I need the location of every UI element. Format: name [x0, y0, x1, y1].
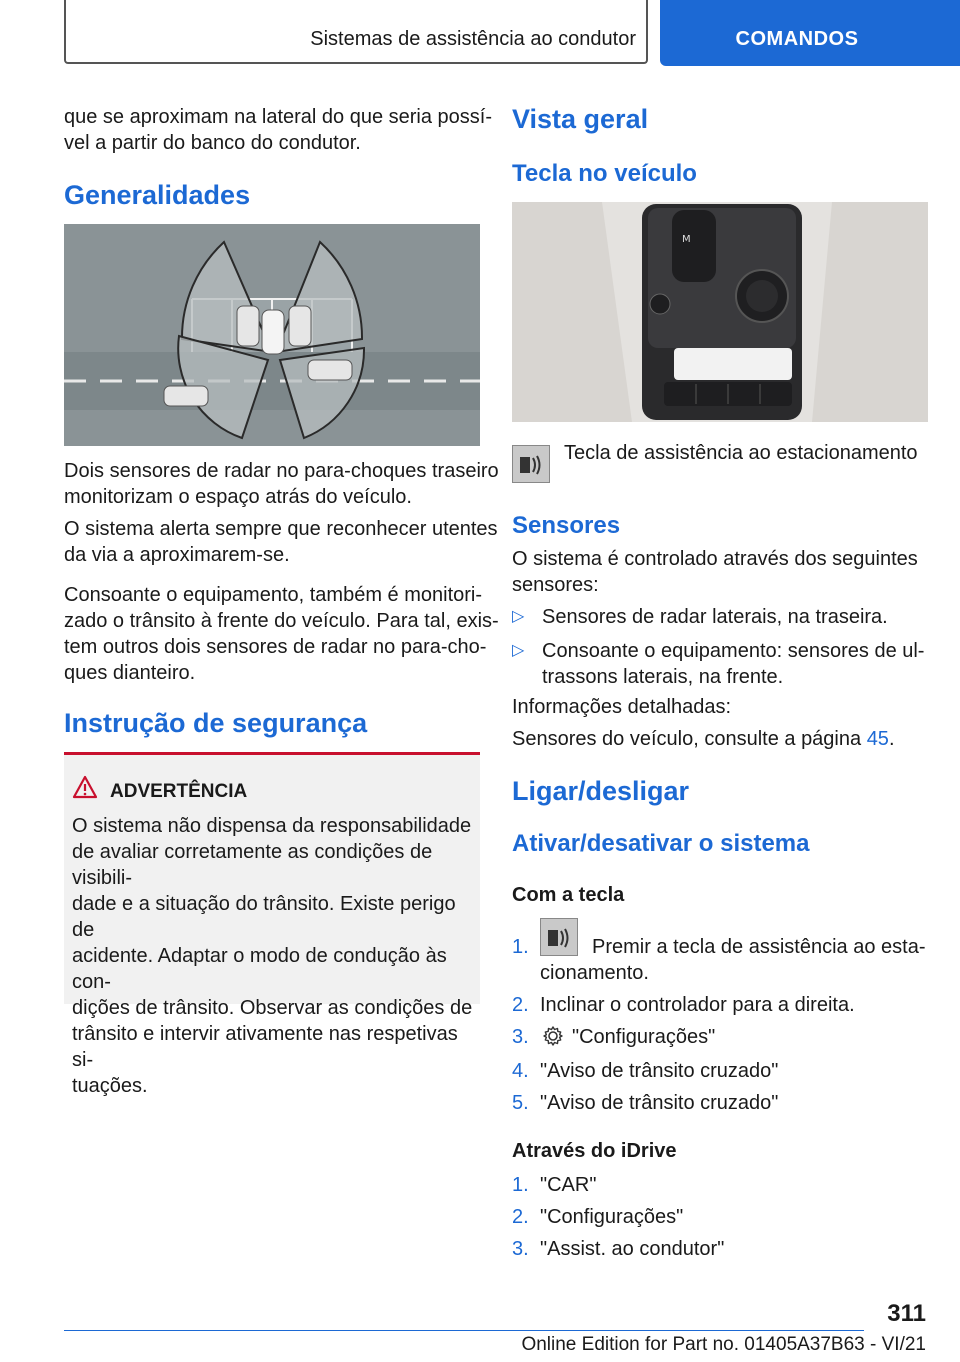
step-item [512, 1024, 529, 1050]
page-number: 311 [887, 1300, 926, 1327]
text-line: trassons laterais, na frente. [542, 666, 784, 688]
step-text: "Assist. ao condutor" [540, 1238, 725, 1260]
heading-ligar: Ligar/desligar [512, 776, 690, 806]
heading-seguranca: Instrução de segurança [64, 708, 368, 738]
header-tab-comandos[interactable] [660, 0, 960, 66]
text-line: vel a partir do banco do condutor. [64, 132, 361, 154]
intro-text [64, 104, 492, 156]
parking-assist-button-icon [540, 918, 578, 956]
text-line: Sensores de radar laterais, na traseira. [542, 606, 888, 628]
heading-ativar: Ativar/desativar o sistema [512, 830, 810, 857]
paragraph-3 [64, 582, 499, 686]
step-number: 4. [512, 1060, 529, 1082]
step-text: "Aviso de trânsito cruzado" [540, 1092, 779, 1114]
console-photo-svg [512, 202, 928, 422]
text-line: que se aproximam na lateral do que seria possí- [64, 106, 493, 128]
step-item [512, 1090, 529, 1116]
warning-box [64, 752, 480, 1097]
text-line: de avaliar corretamente as condições de visibili- [72, 841, 433, 889]
heading-sensores: Sensores [512, 512, 621, 539]
step-item [512, 992, 529, 1018]
text-line: Dois sensores de radar no para-choques traseiro [64, 460, 499, 482]
step-text: "CAR" [540, 1174, 597, 1196]
warning-text [72, 813, 480, 1099]
console-photo [512, 202, 928, 422]
list-item [512, 604, 932, 630]
sensores-list [512, 604, 932, 690]
heading-com-tecla: Com a tecla [512, 884, 625, 906]
triangle-bullet-icon: ▷ [512, 642, 525, 659]
text-line: zado o trânsito à frente do veículo. Para tal, exis- [64, 610, 499, 632]
tecla-caption: Tecla de assistência ao estacionamento [564, 442, 918, 464]
step-item [512, 1058, 529, 1084]
info-reference [512, 726, 895, 752]
step-number: 1. [512, 1174, 529, 1196]
info-text: Sensores do veículo, consulte a página [512, 728, 867, 750]
heading-idrive: Através do iDrive [512, 1140, 677, 1162]
step-number: 3. [512, 1026, 529, 1048]
text-line: Consoante o equipamento: sensores de ul- [542, 640, 925, 662]
step-number: 5. [512, 1092, 529, 1114]
page-link[interactable]: 45 [866, 728, 889, 750]
warning-title: ADVERTÊNCIA [110, 781, 248, 802]
step-text: "Configurações" [540, 1206, 684, 1228]
info-label: Informações detalhadas: [512, 696, 732, 718]
radar-diagram-svg [64, 224, 480, 446]
text-line: dade e a situação do trânsito. Existe perigo de [72, 893, 456, 941]
idrive-step [512, 1172, 529, 1198]
footer-edition: Online Edition for Part no. 01405A37B63 - VI/21 [521, 1334, 926, 1355]
step-text: cionamento. [540, 962, 649, 984]
idrive-step [512, 1236, 529, 1262]
idrive-step [512, 1204, 529, 1230]
heading-tecla: Tecla no veículo [512, 160, 697, 187]
text-line: tem outros dois sensores de radar no para-cho- [64, 636, 487, 658]
text-line: trânsito e intervir ativamente nas respetivas si- [72, 1023, 458, 1071]
text-line: tuações. [72, 1075, 148, 1097]
text-line: monitorizam o espaço atrás do veículo. [64, 486, 412, 508]
footer-divider [64, 1330, 864, 1331]
step-number: 2. [512, 994, 529, 1016]
text-line: acidente. Adaptar o modo de condução às con- [72, 945, 447, 993]
step-number: 1. [512, 936, 529, 958]
header-section-title: Sistemas de assistência ao condutor [310, 28, 636, 50]
heading-generalidades: Generalidades [64, 180, 251, 210]
step-number: 2. [512, 1206, 529, 1228]
text-line: O sistema é controlado através dos seguintes [512, 548, 918, 570]
step-number: 3. [512, 1238, 529, 1260]
text-line: da via a aproximarem-se. [64, 544, 290, 566]
text-line: Consoante o equipamento, também é monitori- [64, 584, 483, 606]
list-item [512, 638, 932, 690]
parking-assist-button-icon [512, 445, 550, 483]
warning-triangle-icon [72, 775, 98, 799]
triangle-bullet-icon: ▷ [512, 608, 525, 625]
step-text: "Configurações" [572, 1026, 716, 1048]
text-line: sensores: [512, 574, 599, 596]
header-tab-label: COMANDOS [735, 28, 859, 50]
step-text: "Aviso de trânsito cruzado" [540, 1060, 779, 1082]
paragraph-1 [64, 458, 499, 510]
text-line: O sistema alerta sempre que reconhecer utentes [64, 518, 498, 540]
step-text: Inclinar o controlador para a direita. [540, 994, 855, 1016]
info-end: . [888, 728, 895, 750]
svg-text:M: M [682, 234, 691, 245]
text-line: ques dianteiro. [64, 662, 196, 684]
heading-vista-geral: Vista geral [512, 104, 649, 134]
paragraph-2 [64, 516, 498, 568]
step-text: Premir a tecla de assistência ao esta- [592, 936, 926, 958]
gear-icon [541, 1024, 565, 1048]
text-line: O sistema não dispensa da responsabilidade [72, 815, 472, 837]
radar-illustration [64, 224, 480, 446]
text-line: dições de trânsito. Observar as condições de [72, 997, 473, 1019]
sensores-intro [512, 546, 918, 598]
